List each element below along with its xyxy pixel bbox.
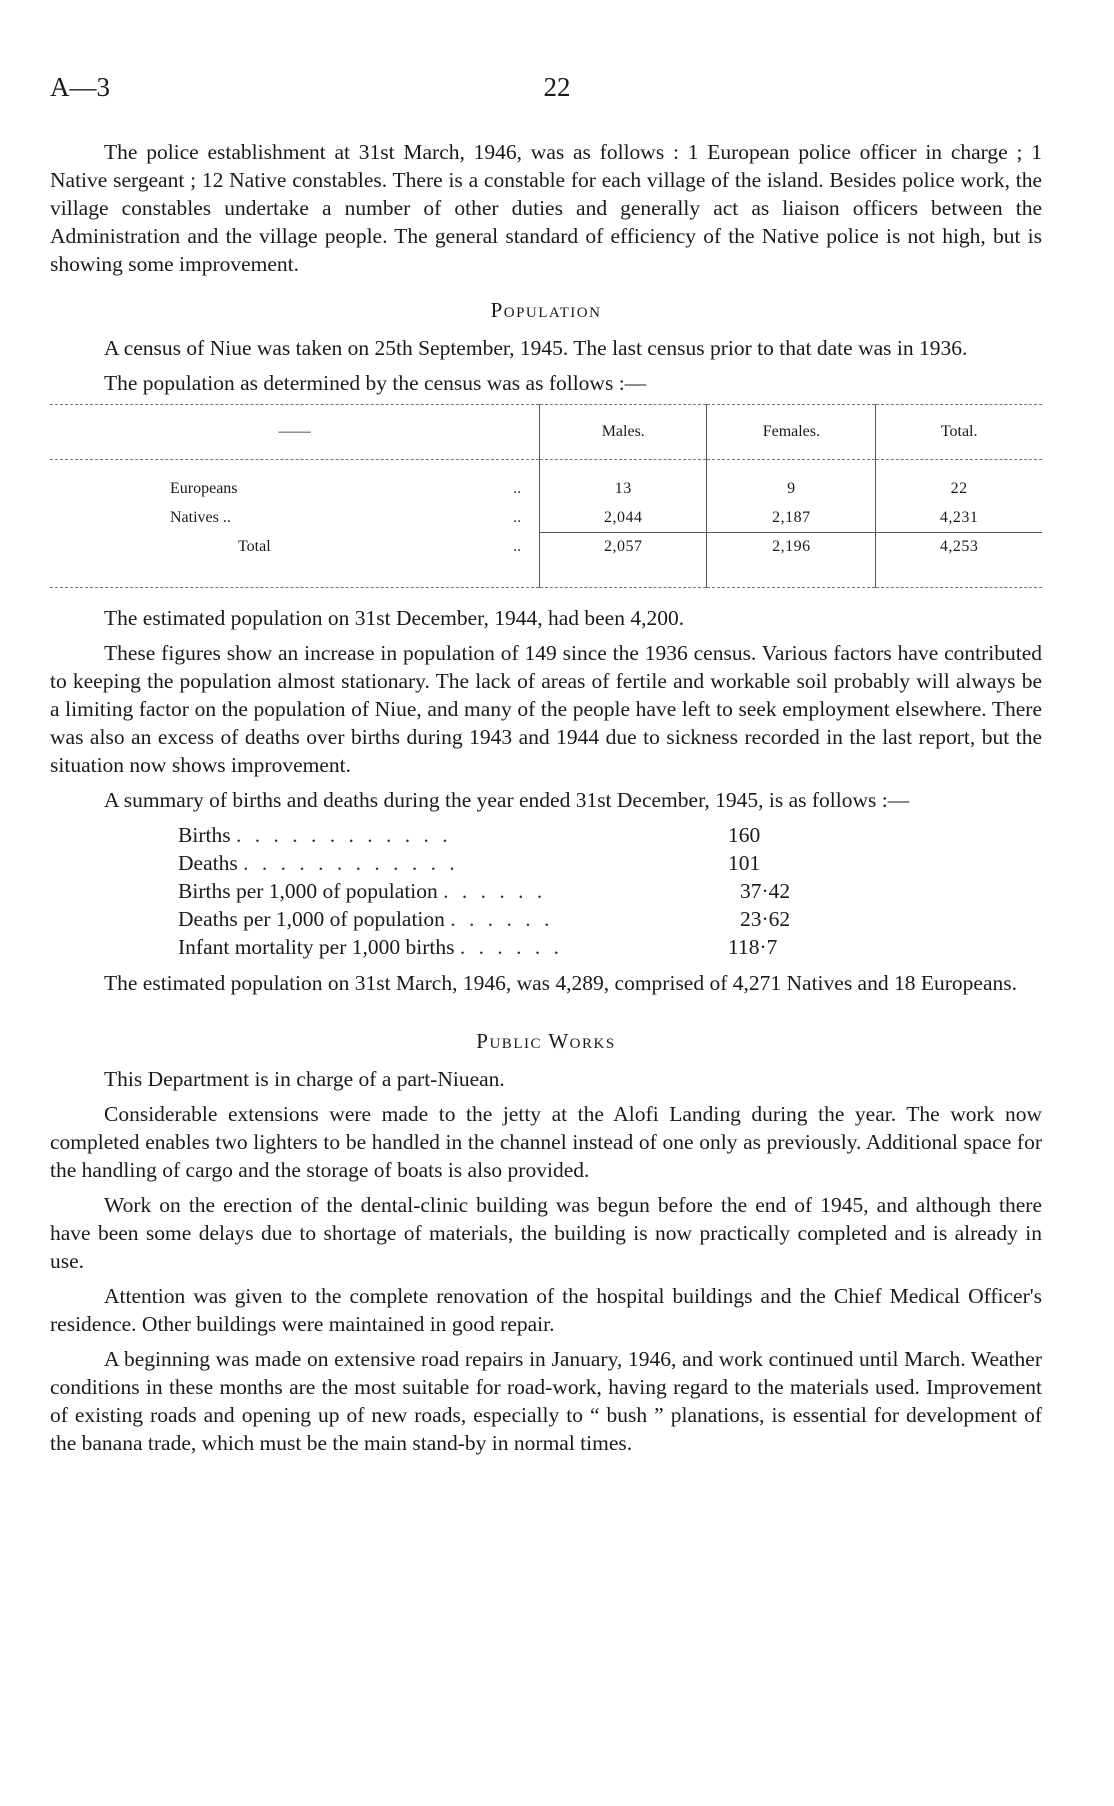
summary-leader: . . . . . . . . . . . .	[235, 823, 452, 847]
row-dots: ..	[513, 509, 522, 527]
population-heading: Population	[490, 298, 602, 322]
row-dots: ..	[513, 480, 522, 497]
summary-row	[178, 849, 808, 877]
summary-label: Births	[178, 823, 231, 847]
summary-label: Infant mortality per 1,000 births	[178, 935, 455, 959]
summary-value: 37·42	[740, 879, 791, 903]
summary-leader: . . . . . . . . . . . .	[243, 851, 459, 875]
summary-label: Deaths per 1,000 of population	[178, 907, 445, 931]
census-row-natives	[50, 504, 1042, 533]
census-table	[50, 404, 1042, 588]
summary-label: Deaths	[178, 851, 238, 875]
summary-row	[178, 877, 808, 905]
row-dots: ..	[513, 537, 522, 555]
cell-total: 4,253	[876, 533, 1042, 562]
public-works-paragraph-3: Work on the erection of the dental-clinic building was begun before the end of 1945, and although there have been some delays due to shortage of materials, the building is now practically completed and is already in use.	[50, 1193, 1042, 1273]
cell-males: 2,044	[540, 504, 707, 533]
public-works-paragraph-4: Attention was given to the complete renovation of the hospital buildings and the Chief Medical Officer's residence. Other buildings were maintained in good repair.	[50, 1284, 1042, 1336]
census-header-corner: ——	[50, 405, 540, 460]
cell-females: 2,196	[707, 533, 876, 562]
summary-value: 23·62	[740, 907, 791, 931]
public-works-paragraph-1: This Department is in charge of a part-Niuean.	[104, 1067, 505, 1091]
cell-males: 13	[540, 460, 707, 505]
estimate-1946-paragraph: The estimated population on 31st March, 1946, was 4,289, comprised of 4,271 Natives and 18 Europeans.	[104, 971, 1017, 995]
population-increase-paragraph: These figures show an increase in population of 149 since the 1936 census. Various factors have contributed to keeping the population almost stationary. The lack of areas of fertile and workable soil probably will always be a limiting factor on the population of Niue, and many of the people have left to seek employment elsewhere. There was also an excess of deaths over births during 1943 and 1944 due to sickness recorded in the last report, but the situation now shows improvement.	[50, 641, 1042, 777]
summary-leader: . . . . . .	[459, 935, 563, 959]
page-header	[50, 72, 1064, 112]
police-paragraph: The police establishment at 31st March, 1946, was as follows : 1 European police officer in charge ; 1 Native sergeant ; 12 Native constables. There is a constable for each village of the island. Besides police work, the village constables undertake a number of other duties and generally act as liaison officers between the Administration and the village people. The general standard of efficiency of the Native police is not high, but is showing some improvement.	[50, 140, 1042, 276]
census-table-bottom-rule	[50, 561, 1042, 588]
cell-total: 22	[876, 460, 1042, 505]
summary-label: Births per 1,000 of population	[178, 879, 438, 903]
census-row-europeans	[50, 460, 1042, 505]
census-row-total	[50, 533, 1042, 562]
births-deaths-intro-paragraph: A summary of births and deaths during the year ended 31st December, 1945, is as follows :—	[104, 788, 910, 812]
summary-row	[178, 905, 808, 933]
public-works-heading: Public Works	[476, 1029, 616, 1053]
row-label: Europeans	[170, 480, 238, 497]
births-deaths-summary	[178, 821, 808, 961]
public-works-paragraph-2: Considerable extensions were made to the jetty at the Alofi Landing during the year. The work now completed enables two lighters to be handled in the channel instead of one only as previously. Additional space for the handling of cargo and the storage of boats is also provided.	[50, 1102, 1042, 1182]
census-header-total: Total.	[876, 405, 1042, 460]
summary-row	[178, 821, 808, 849]
census-paragraph: A census of Niue was taken on 25th September, 1945. The last census prior to that date was in 1936.	[104, 336, 968, 360]
census-header-males: Males.	[540, 405, 707, 460]
census-header-females: Females.	[707, 405, 876, 460]
row-label: Total	[238, 537, 271, 555]
estimate-1944-paragraph: The estimated population on 31st December, 1944, had been 4,200.	[104, 606, 685, 630]
summary-row	[178, 933, 808, 961]
summary-leader: . . . . . .	[443, 879, 547, 903]
summary-value: 101	[728, 851, 761, 875]
census-intro-paragraph: The population as determined by the census was as follows :—	[104, 371, 647, 395]
document-reference: A—3	[50, 72, 110, 102]
census-table-header-row	[50, 405, 1042, 460]
cell-males: 2,057	[540, 533, 707, 562]
summary-value: 160	[728, 823, 761, 847]
public-works-paragraph-5: A beginning was made on extensive road repairs in January, 1946, and work continued until March. Weather conditions in these months are the most suitable for road-work, having regard to the materials used. Improvement of existing roads and opening up of new roads, especially to “ bush ” planations, is essential for development of the banana trade, which must be the main stand-by in normal times.	[50, 1347, 1042, 1455]
census-table-wrapper	[50, 404, 1042, 588]
summary-value: 118·7	[728, 935, 778, 959]
page-body	[50, 138, 1042, 1464]
cell-total: 4,231	[876, 504, 1042, 533]
cell-females: 2,187	[707, 504, 876, 533]
row-label: Natives ..	[170, 509, 231, 527]
summary-leader: . . . . . .	[450, 907, 554, 931]
page-number: 22	[543, 72, 571, 102]
cell-females: 9	[707, 460, 876, 505]
